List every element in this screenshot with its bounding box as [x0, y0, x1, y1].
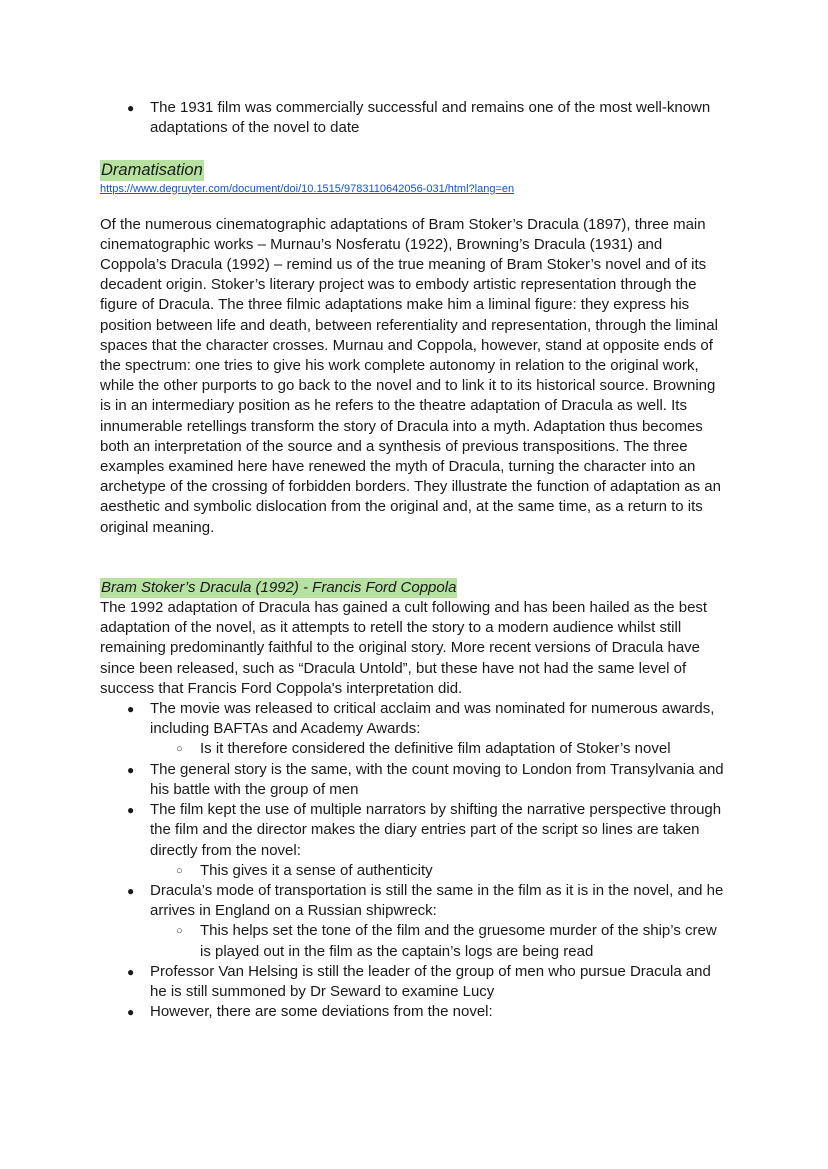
dramatisation-paragraph: Of the numerous cinematographic adaptations of Bram Stoker’s Dracula (1897), three main cinematographic works – Murnau’s Nosferatu (1922), Browning’s Dracula (1931) and Coppola’s Dracula (1992) – remind us of the true meaning of Bram Stoker’s novel and of its decadent origin. Stoker’s literary project was to embody artistic representation through the figure of Dracula. The three filmic adaptations make him a liminal figure: they express his position between life and death, between referentiality and representation, through the liminal spaces that the character crosses. Murnau and Coppola, however, stand at opposite ends of the spectrum: one tries to give his work complete autonomy in relation to the original work, while the other purports to go back to the novel and to link it to its historical source. Browning is in an intermediary position as he refers to the theatre adaptation of Dracula as well. Its innumerable retellings transform the story of Dracula into a myth. Adaptation thus becomes both an interpretation of the source and a synthesis of previous transpositions. The three examples examined here have renewed the myth of Dracula, turning the character into an archetype of the crossing of forbidden borders. They illustrate the function of adaptation as an aesthetic and symbolic dislocation from the original and, at the same time, as a return to its original meaning. [100, 215, 721, 536]
section-heading-dramatisation: Dramatisation [101, 161, 203, 180]
list-item [127, 800, 730, 881]
list-item-text: The movie was released to critical acclaim and was nominated for numerous awards, including BAFTAs and Academy Awards: [150, 700, 715, 738]
bullet-filled-icon: ● [127, 762, 135, 777]
top-bullet-list [100, 98, 730, 138]
list-item-text: The general story is the same, with the count moving to London from Transylvania and his battle with the group of men [150, 760, 724, 798]
list-item-text: However, there are some deviations from the novel: [150, 1003, 493, 1021]
sub-list-item-text: Is it therefore considered the definitive film adaptation of Stoker’s novel [200, 740, 671, 758]
sub-list-item [176, 921, 730, 961]
list-item [127, 98, 730, 138]
coppola-paragraph: The 1992 adaptation of Dracula has gained a cult following and has been hailed as the best adaptation of the novel, as it attempts to retell the story to a modern audience whilst still remaining predominantly faithful to the original story. More recent versions of Dracula have since been released, such as “Dracula Untold”, but these have not had the same level of success that Francis Ford Coppola's interpretation did. [100, 599, 708, 697]
bullet-filled-icon: ● [127, 1005, 135, 1020]
sub-list-item-text: This gives it a sense of authenticity [200, 861, 433, 879]
sub-list-item [176, 861, 730, 881]
list-item [127, 1002, 730, 1022]
section-heading-coppola: Bram Stoker’s Dracula (1992) - Francis Ford Coppola [101, 578, 457, 596]
bullet-filled-icon: ● [127, 883, 135, 898]
list-item-text: Dracula’s mode of transportation is still the same in the film as it is in the novel, and he arrives in England on a Russian shipwreck: [150, 881, 724, 920]
bullet-filled-icon: ● [127, 101, 135, 115]
section-dramatisation [100, 138, 730, 537]
bullet-hollow-icon: ○ [176, 864, 183, 877]
list-item [127, 881, 730, 962]
bullet-filled-icon: ● [127, 803, 135, 818]
section-coppola [100, 538, 730, 1022]
sub-bullet-list [150, 739, 730, 759]
sub-bullet-list [150, 861, 730, 881]
list-item [127, 962, 730, 1002]
bullet-filled-icon: ● [127, 964, 135, 979]
list-item-text: The 1931 film was commercially successful and remains one of the most well-known adaptations of the novel to date [150, 99, 711, 137]
coppola-bullet-list [100, 699, 730, 1022]
list-item [127, 760, 730, 800]
document-page [100, 98, 730, 1022]
sub-list-item-text: This helps set the tone of the film and the gruesome murder of the ship’s crew is played out in the film as the captain’s logs are being read [200, 922, 717, 960]
sub-bullet-list [150, 921, 730, 961]
sub-list-item [176, 739, 730, 759]
bullet-hollow-icon: ○ [176, 743, 183, 756]
bullet-filled-icon: ● [127, 702, 135, 717]
source-link[interactable]: https://www.degruyter.com/document/doi/10.1515/9783110642056-031/html?lang=en [100, 182, 515, 195]
bullet-hollow-icon: ○ [176, 925, 183, 938]
list-item-text: The film kept the use of multiple narrators by shifting the narrative perspective through the film and the director makes the diary entries part of the script so lines are taken directly from the novel: [150, 801, 722, 859]
list-item [127, 699, 730, 760]
list-item-text: Professor Van Helsing is still the leader of the group of men who pursue Dracula and he is still summoned by Dr Seward to examine Lucy [150, 962, 711, 1000]
